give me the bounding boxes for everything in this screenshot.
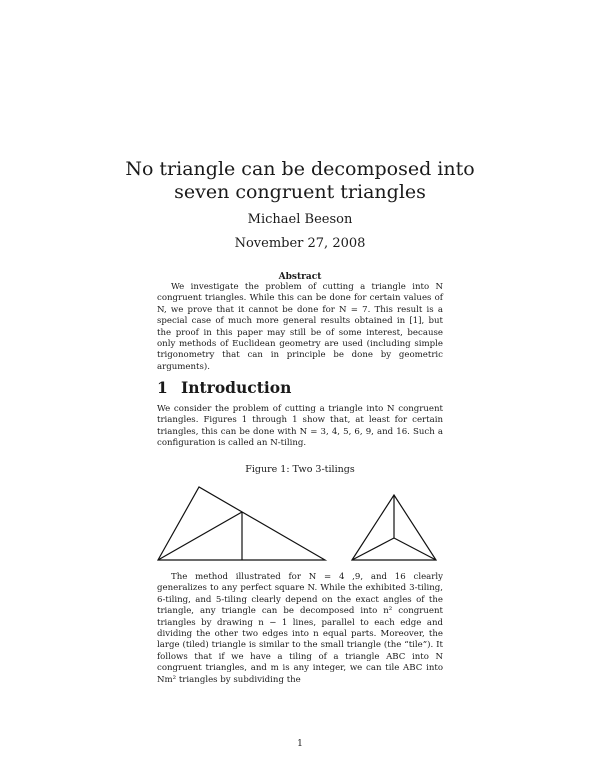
intro-paragraph: We consider the problem of cutting a triangle into N congruent triangles. Figures 1 through 1 show that, at least for certain triangles, this can be done with N = 3, 4, 5, 6, 9, and 16. Such a configuration is called an N-tiling. bbox=[157, 404, 443, 449]
abstract-heading: Abstract bbox=[278, 272, 322, 282]
section-title: Introduction bbox=[181, 378, 292, 397]
tiling-altitude-line bbox=[158, 512, 242, 560]
paper-date: November 27, 2008 bbox=[234, 236, 366, 251]
centroid-line-right bbox=[394, 538, 436, 560]
centroid-line-left bbox=[352, 538, 394, 560]
right-triangle-3-tiling bbox=[158, 487, 325, 560]
body-paragraph: The method illustrated for N = 4 ,9, and 16 clearly generalizes to any perfect square N. While the exhibited 3-tiling, 6-tiling, and 5-tiling clearly depend on the exact angles of the triangle, any triangle can be decomposed into n² congruent triangles by drawing n − 1 lines, parallel to each edge and dividing the other two edges into n equal parts. Moreover, the large (tiled) triangle is similar to the small triangle (the “tile”). It follows that if we have a tiling of a triangle ABC into N congruent triangles, and m is any integer, we can tile ABC into Nm² triangles by subdividing the bbox=[157, 572, 443, 685]
page-number: 1 bbox=[297, 739, 303, 749]
section-number: 1 bbox=[157, 378, 168, 397]
abstract-text: We investigate the problem of cutting a triangle into N congruent triangles. While this can be done for certain values of N, we prove that it cannot be done for N = 7. This result is a special case of much more general results obtained in [1], but the proof in this paper may still be of some interest, because only methods of Euclidean geometry are used (including simple trigonometry that can in principle be done by geometric arguments). bbox=[157, 282, 443, 372]
figure-caption: Figure 1: Two 3-tilings bbox=[245, 464, 355, 475]
paper-title: No triangle can be decomposed into seven congruent triangles bbox=[125, 158, 475, 203]
equilateral-triangle-3-tiling bbox=[352, 495, 436, 560]
author-name: Michael Beeson bbox=[247, 212, 353, 227]
